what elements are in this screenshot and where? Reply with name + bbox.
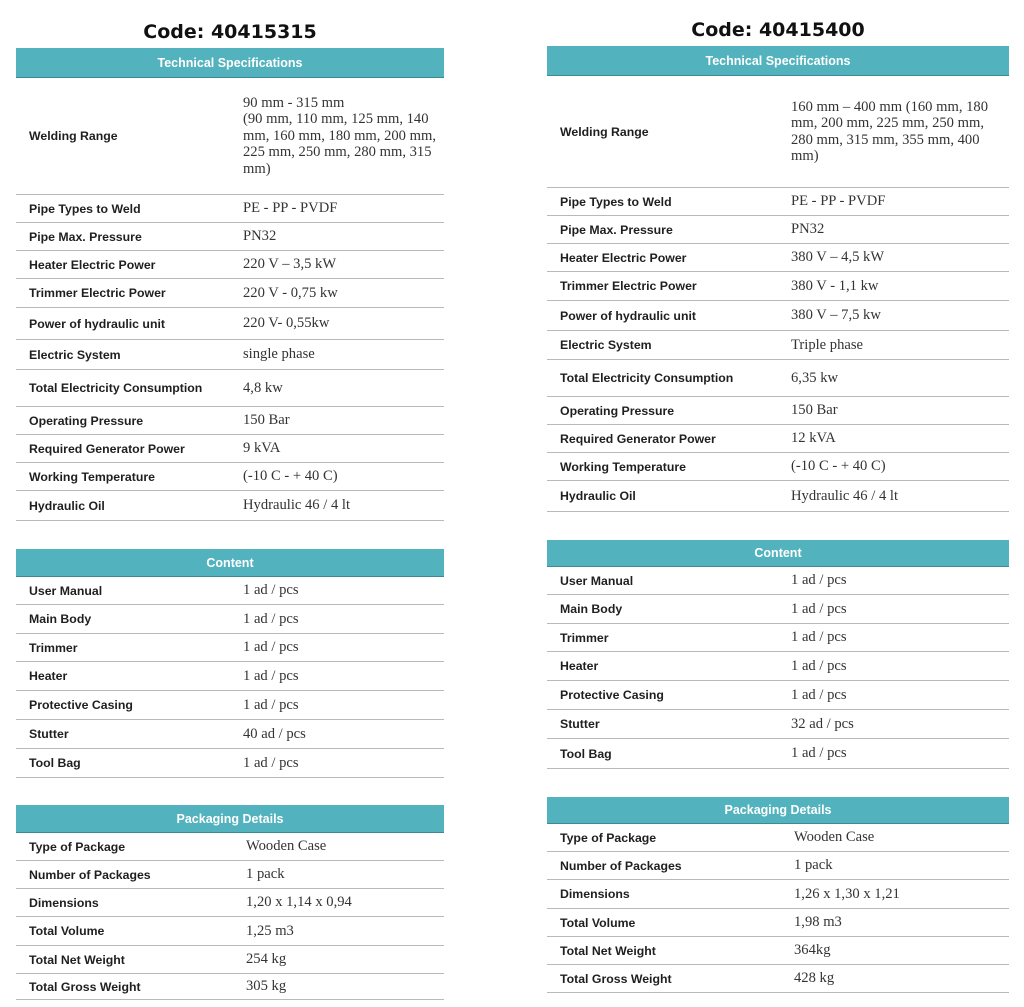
spec-label: Power of hydraulic unit	[29, 316, 165, 331]
spec-value: 12 kVA	[791, 430, 836, 447]
content-row	[547, 567, 1009, 595]
packaging-value: 1 pack	[794, 857, 833, 874]
content-value: 1 ad / pcs	[791, 745, 847, 762]
packaging-row	[547, 937, 1009, 965]
content-row	[16, 605, 444, 634]
spec-row	[547, 453, 1009, 481]
spec-value: 150 Bar	[791, 402, 838, 419]
content-row	[16, 634, 444, 662]
spec-row	[547, 481, 1009, 512]
spec-row	[16, 195, 444, 223]
spec-value: PN32	[243, 228, 277, 245]
packaging-header: Packaging Details	[16, 805, 444, 833]
content-label: Stutter	[560, 717, 600, 731]
spec-label: Pipe Types to Weld	[29, 201, 141, 216]
spec-row	[16, 279, 444, 308]
packaging-label: Number of Packages	[560, 858, 682, 873]
content-label: Stutter	[29, 727, 69, 741]
content-label: Main Body	[560, 602, 623, 616]
packaging-value: 1,98 m3	[794, 914, 842, 931]
spec-label: Total Electricity Consumption	[560, 371, 734, 385]
spec-label: Hydraulic Oil	[560, 489, 636, 503]
content-label: Trimmer	[29, 640, 78, 655]
spec-label: Heater Electric Power	[560, 250, 687, 265]
spec-row	[16, 78, 444, 195]
content-row	[547, 624, 1009, 652]
spec-value: 380 V – 4,5 kW	[791, 249, 885, 266]
content-label: Trimmer	[560, 630, 609, 645]
packaging-label: Total Volume	[560, 915, 636, 930]
packaging-row	[16, 946, 444, 974]
content-value: 1 ad / pcs	[243, 696, 299, 713]
spec-label: Trimmer Electric Power	[29, 286, 166, 300]
content-value: 1 ad / pcs	[791, 657, 847, 674]
packaging-row	[547, 909, 1009, 937]
spec-label: Required Generator Power	[29, 441, 185, 456]
packaging-label: Number of Packages	[29, 867, 151, 882]
spec-row	[547, 244, 1009, 272]
content-row	[547, 652, 1009, 681]
packaging-value: 1,25 m3	[246, 922, 294, 939]
content-label: User Manual	[29, 583, 103, 598]
spec-label: Trimmer Electric Power	[560, 279, 697, 293]
content-header: Content	[547, 540, 1009, 567]
spec-row	[16, 308, 444, 340]
packaging-value: Wooden Case	[794, 829, 875, 846]
spec-value: 90 mm - 315 mm (90 mm, 110 mm, 125 mm, 140 mm, 160 mm, 180 mm, 200 mm, 225 mm, 250 mm, 280 mm, 315 mm)	[243, 94, 436, 177]
spec-value: PN32	[791, 221, 825, 238]
spec-row	[16, 463, 444, 491]
spec-label: Welding Range	[560, 124, 649, 139]
content-row	[16, 749, 444, 778]
packaging-row	[547, 965, 1009, 993]
spec-row	[547, 76, 1009, 188]
packaging-value: 1,20 x 1,14 x 0,94	[246, 894, 352, 911]
packaging-row	[16, 917, 444, 946]
packaging-row	[16, 861, 444, 889]
spec-row	[16, 435, 444, 463]
spec-value: Hydraulic 46 / 4 lt	[243, 497, 351, 514]
spec-value: 160 mm – 400 mm (160 mm, 180 mm, 200 mm, 225 mm, 250 mm, 280 mm, 315 mm, 355 mm, 400 mm)	[791, 98, 989, 164]
spec-label: Working Temperature	[29, 469, 155, 484]
spec-label: Operating Pressure	[560, 403, 675, 418]
spec-row	[547, 301, 1009, 331]
packaging-label: Total Gross Weight	[29, 979, 141, 994]
content-value: 1 ad / pcs	[243, 667, 299, 684]
packaging-row	[16, 833, 444, 861]
spec-value: PE - PP - PVDF	[791, 193, 886, 210]
packaging-row	[547, 824, 1009, 852]
tech-specs-header: Technical Specifications	[16, 48, 444, 78]
spec-label: Electric System	[560, 338, 652, 352]
spec-row	[547, 360, 1009, 397]
content-row	[547, 710, 1009, 739]
spec-label: Power of hydraulic unit	[560, 308, 696, 323]
spec-value: 9 kVA	[243, 440, 281, 457]
packaging-label: Type of Package	[560, 830, 657, 845]
spec-value: (-10 C - + 40 C)	[243, 468, 338, 485]
packaging-value: 305 kg	[246, 978, 287, 995]
packaging-label: Dimensions	[560, 887, 630, 901]
content-label: Protective Casing	[560, 688, 664, 702]
spec-label: Operating Pressure	[29, 413, 144, 428]
packaging-row	[16, 974, 444, 1000]
spec-value: single phase	[243, 346, 315, 363]
content-label: Heater	[29, 669, 68, 683]
spec-row	[16, 340, 444, 370]
spec-value: PE - PP - PVDF	[243, 200, 338, 217]
packaging-value: 1 pack	[246, 866, 285, 883]
spec-label: Total Electricity Consumption	[29, 381, 203, 395]
spec-label: Working Temperature	[560, 459, 686, 474]
spec-row	[547, 425, 1009, 453]
spec-row	[16, 407, 444, 435]
content-label: Protective Casing	[29, 698, 133, 712]
content-row	[16, 691, 444, 720]
spec-row	[547, 397, 1009, 425]
spec-row	[547, 216, 1009, 244]
content-value: 1 ad / pcs	[791, 572, 847, 589]
spec-value: (-10 C - + 40 C)	[791, 458, 886, 475]
spec-label: Pipe Types to Weld	[560, 194, 672, 209]
spec-value: 380 V – 7,5 kw	[791, 307, 881, 324]
packaging-label: Type of Package	[29, 839, 126, 854]
spec-label: Welding Range	[29, 129, 118, 143]
spec-value: 4,8 kw	[243, 379, 283, 396]
product-code-title: Code: 40415400	[691, 19, 865, 41]
content-row	[16, 720, 444, 749]
spec-value: Hydraulic 46 / 4 lt	[791, 487, 899, 504]
content-value: 1 ad / pcs	[791, 629, 847, 646]
spec-value: 380 V - 1,1 kw	[791, 277, 879, 294]
content-row	[547, 681, 1009, 710]
content-value: 1 ad / pcs	[243, 582, 299, 599]
spec-label: Pipe Max. Pressure	[560, 222, 673, 237]
spec-row	[16, 223, 444, 251]
product-code-title: Code: 40415315	[143, 21, 317, 43]
packaging-value: 364kg	[794, 942, 831, 959]
packaging-value: 254 kg	[246, 951, 287, 968]
spec-row	[16, 491, 444, 521]
spec-value: Triple phase	[791, 336, 864, 353]
content-value: 1 ad / pcs	[791, 686, 847, 703]
content-value: 1 ad / pcs	[243, 610, 299, 627]
packaging-label: Total Net Weight	[29, 952, 125, 967]
content-value: 1 ad / pcs	[243, 639, 299, 656]
spec-value: 220 V- 0,55kw	[243, 315, 330, 332]
spec-row	[547, 331, 1009, 360]
content-row	[16, 577, 444, 605]
spec-value: 150 Bar	[243, 412, 290, 429]
packaging-row	[547, 852, 1009, 880]
content-label: Main Body	[29, 612, 92, 626]
tech-specs-header: Technical Specifications	[547, 46, 1009, 76]
content-row	[547, 739, 1009, 769]
packaging-value: 428 kg	[794, 970, 835, 987]
spec-row	[16, 251, 444, 279]
spec-label: Electric System	[29, 347, 121, 362]
packaging-label: Dimensions	[29, 895, 99, 910]
spec-label: Heater Electric Power	[29, 257, 156, 272]
packaging-header: Packaging Details	[547, 797, 1009, 824]
packaging-label: Total Gross Weight	[560, 971, 672, 986]
packaging-value: Wooden Case	[246, 838, 327, 855]
spec-value: 220 V - 0,75 kw	[243, 284, 338, 301]
content-header: Content	[16, 549, 444, 577]
spec-value: 220 V – 3,5 kW	[243, 256, 337, 273]
content-row	[16, 662, 444, 691]
content-label: Tool Bag	[560, 746, 612, 761]
spec-value: 6,35 kw	[791, 369, 839, 386]
packaging-value: 1,26 x 1,30 x 1,21	[794, 885, 900, 902]
spec-row	[16, 370, 444, 407]
content-label: Tool Bag	[29, 756, 81, 770]
spec-label: Required Generator Power	[560, 431, 716, 446]
content-value: 40 ad / pcs	[243, 725, 306, 742]
content-value: 32 ad / pcs	[791, 715, 854, 732]
content-row	[547, 595, 1009, 624]
packaging-label: Total Volume	[29, 924, 105, 938]
content-value: 1 ad / pcs	[791, 600, 847, 617]
content-value: 1 ad / pcs	[243, 754, 299, 771]
spec-row	[547, 272, 1009, 301]
spec-row	[547, 188, 1009, 216]
content-label: User Manual	[560, 573, 634, 588]
spec-label: Pipe Max. Pressure	[29, 229, 142, 244]
packaging-row	[547, 880, 1009, 909]
packaging-label: Total Net Weight	[560, 943, 656, 958]
packaging-row	[16, 889, 444, 917]
content-label: Heater	[560, 659, 599, 673]
spec-label: Hydraulic Oil	[29, 498, 105, 513]
